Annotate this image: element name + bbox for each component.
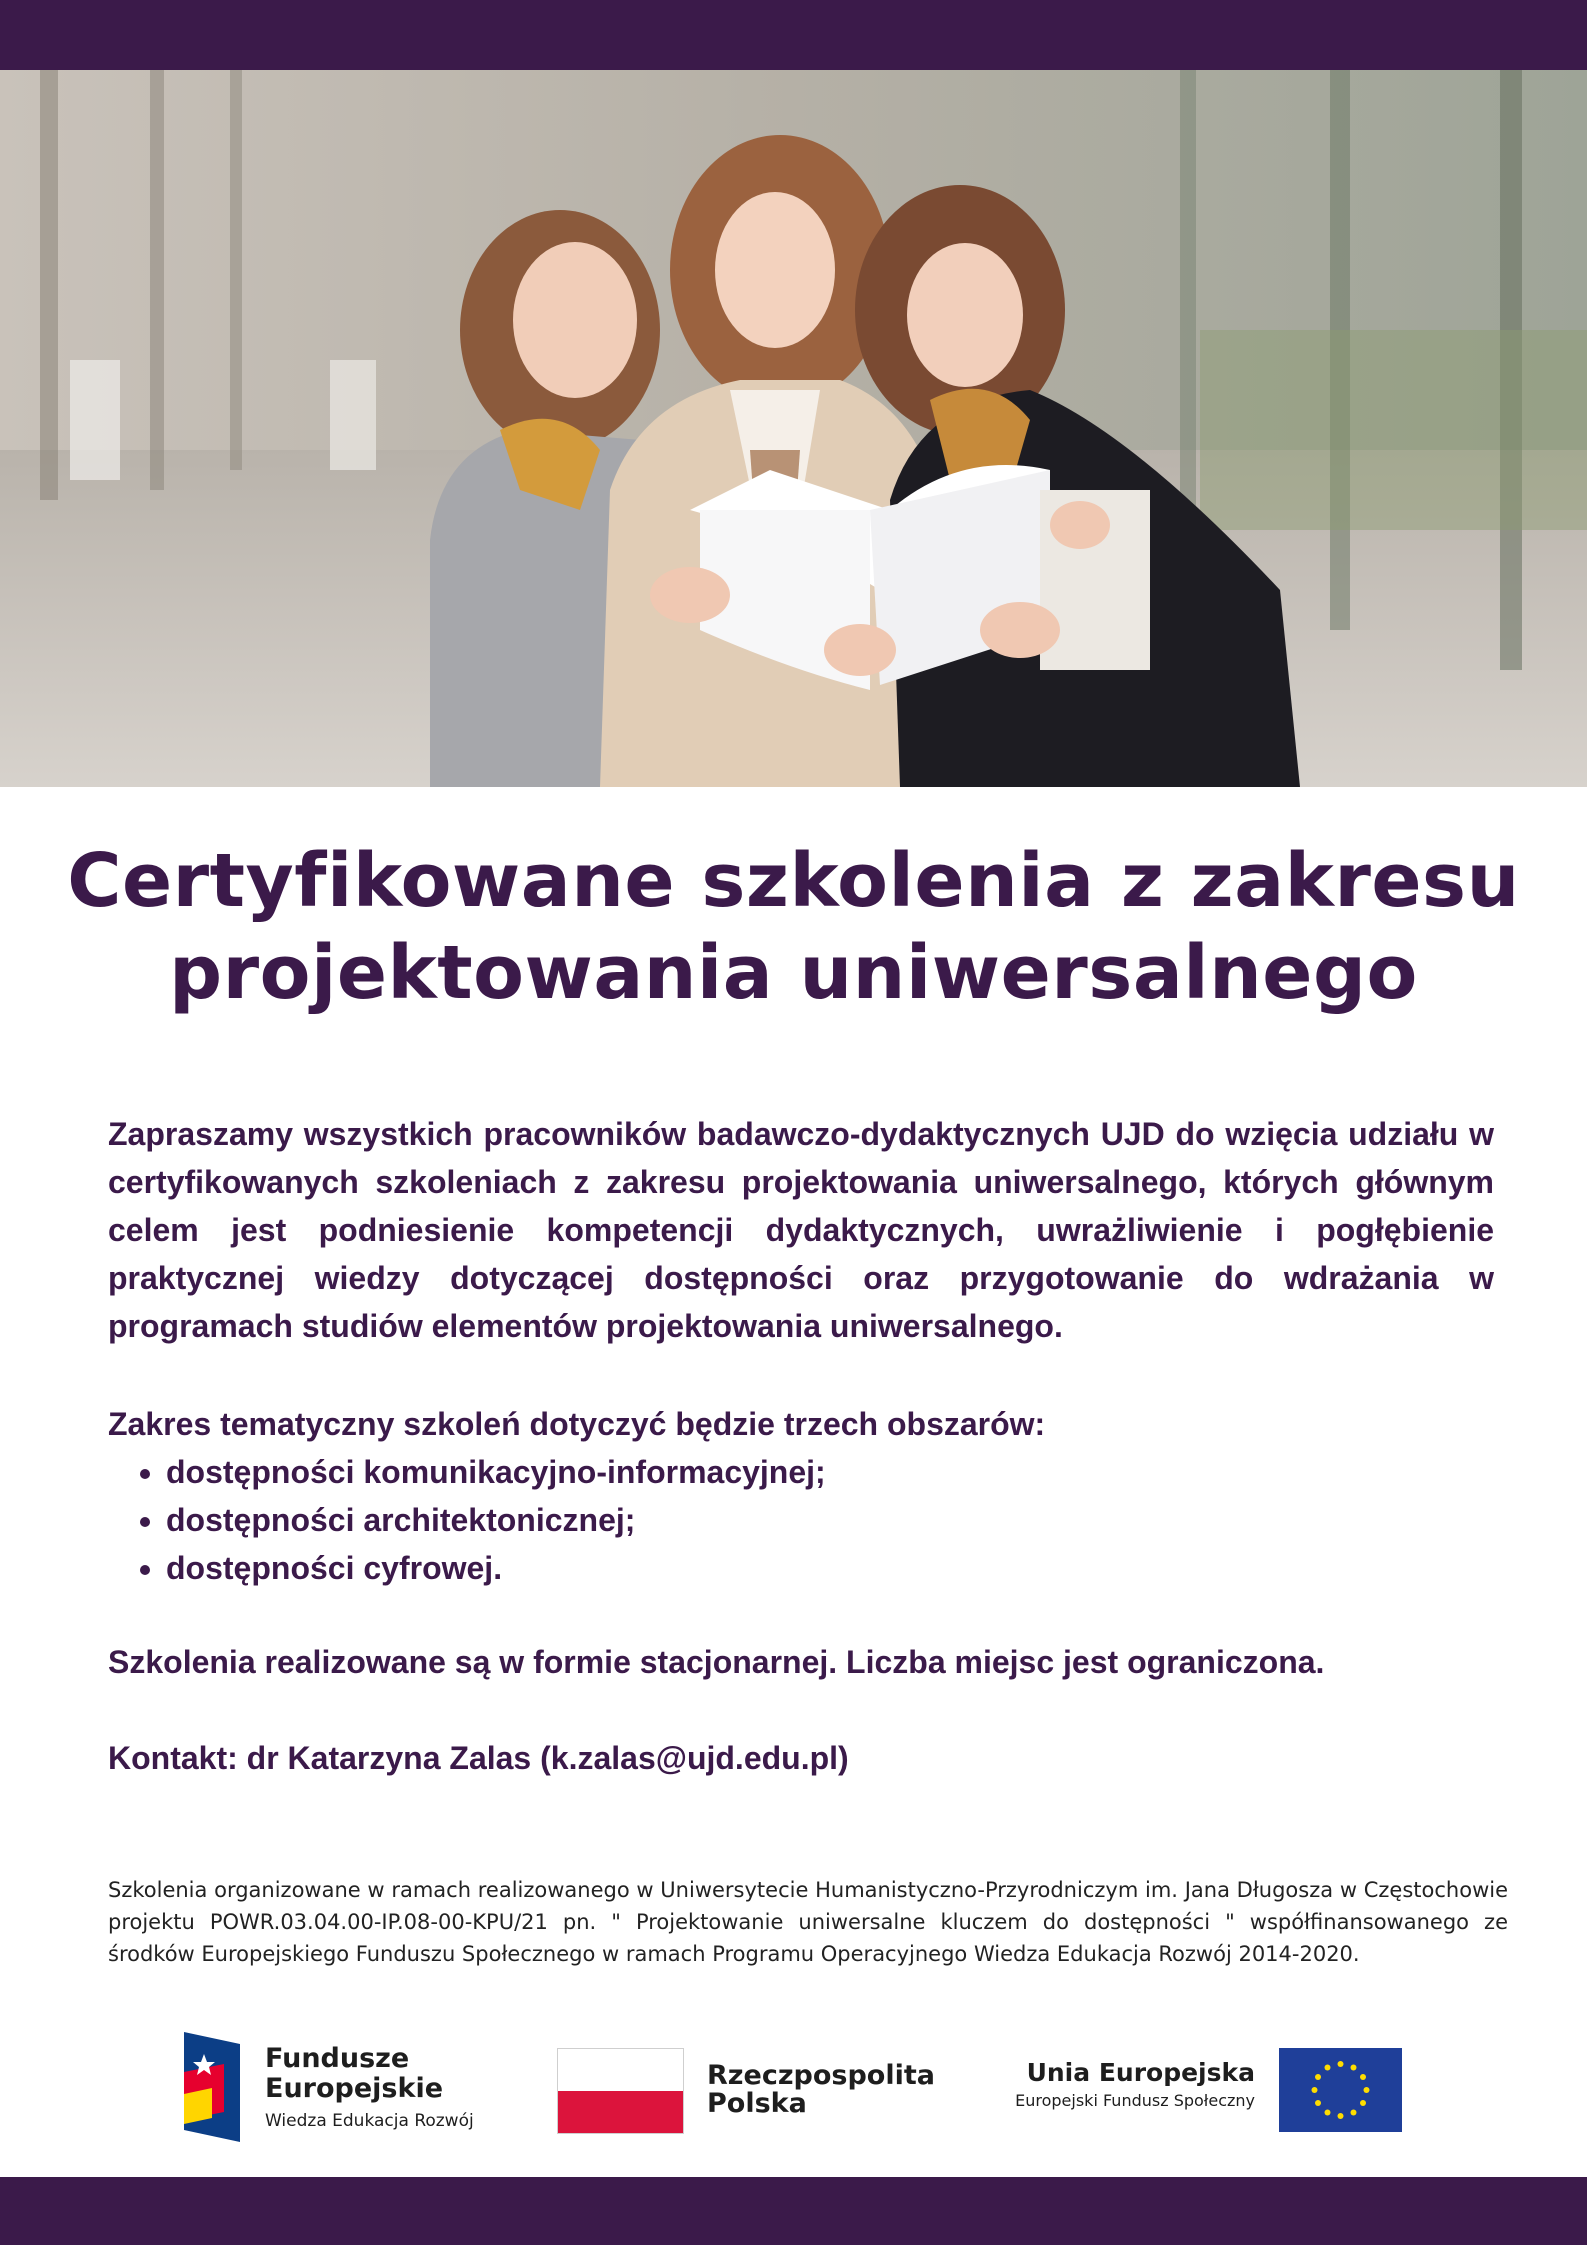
unia-europejska-text xyxy=(985,2058,1255,2114)
fe-line-2: Europejskie xyxy=(265,2073,444,2104)
fe-line-1: Fundusze xyxy=(265,2043,410,2074)
intro-paragraph: Zapraszamy wszystkich pracowników badawczo-dydaktycznych UJD do wzięcia udziału w certyfikowanych szkoleniach z zakresu projektowania uniwersalnego, których głównym celem jest podniesienie kompetencji dydaktycznych, uwrażliwienie i pogłębienie praktycznej wiedzy dotyczącej dostępności oraz przygotowanie do wdrażania w programach studiów elementów projektowania uniwersalnego. xyxy=(108,1116,1494,1344)
ue-line-2: Europejski Fundusz Społeczny xyxy=(1015,2091,1255,2110)
bottom-band xyxy=(0,2177,1587,2245)
contact-line: Kontakt: dr Katarzyna Zalas (k.zalas@ujd.edu.pl) xyxy=(108,1740,849,1776)
top-band xyxy=(0,0,1587,70)
topics-heading: Zakres tematyczny szkoleń dotyczyć będzie trzech obszarów: xyxy=(108,1406,1046,1442)
pl-line-2: Polska xyxy=(707,2088,807,2119)
ue-line-1: Unia Europejska xyxy=(1026,2058,1255,2087)
fe-line-3: Wiedza Edukacja Rozwój xyxy=(265,2111,474,2131)
form-note: Szkolenia realizowane są w formie stacjonarnej. Liczba miejsc jest ograniczona. xyxy=(108,1644,1325,1680)
list-item: • dostępności architektonicznej; xyxy=(166,1496,1494,1544)
fundusze-europejskie-text xyxy=(265,2044,474,2134)
polish-flag-icon xyxy=(557,2048,684,2134)
list-item: • dostępności komunikacyjno-informacyjnej; xyxy=(166,1448,1494,1496)
hero-photo xyxy=(0,70,1587,787)
pl-line-1: Rzeczpospolita xyxy=(707,2060,935,2091)
funding-footnote: Szkolenia organizowane w ramach realizowanego w Uniwersytecie Humanistyczno-Przyrodniczym im. Jana Długosza w Częstochowie projektu POWR.03.04.00-IP.08-00-KPU/21 pn. " Projektowanie uniwersalne kluczem do dostępności " współfinansowanego ze środków Europejskiego Funduszu Społecznego w ramach Programu Operacyjnego Wiedza Edukacja Rozwój 2014-2020. xyxy=(108,1878,1508,1966)
list-item: • dostępności cyfrowej. xyxy=(166,1544,1494,1592)
page-title xyxy=(60,835,1527,1019)
title-line-2: projektowania uniwersalnego xyxy=(169,930,1418,1016)
eu-flag-icon xyxy=(1279,2048,1402,2132)
fundusze-europejskie-logo xyxy=(184,2032,240,2142)
topics-list xyxy=(108,1448,1494,1592)
topics-section xyxy=(108,1400,1494,1592)
logo-bar xyxy=(0,2028,1587,2148)
rzeczpospolita-text xyxy=(707,2062,935,2118)
title-line-1: Certyfikowane szkolenia z zakresu xyxy=(67,838,1520,924)
